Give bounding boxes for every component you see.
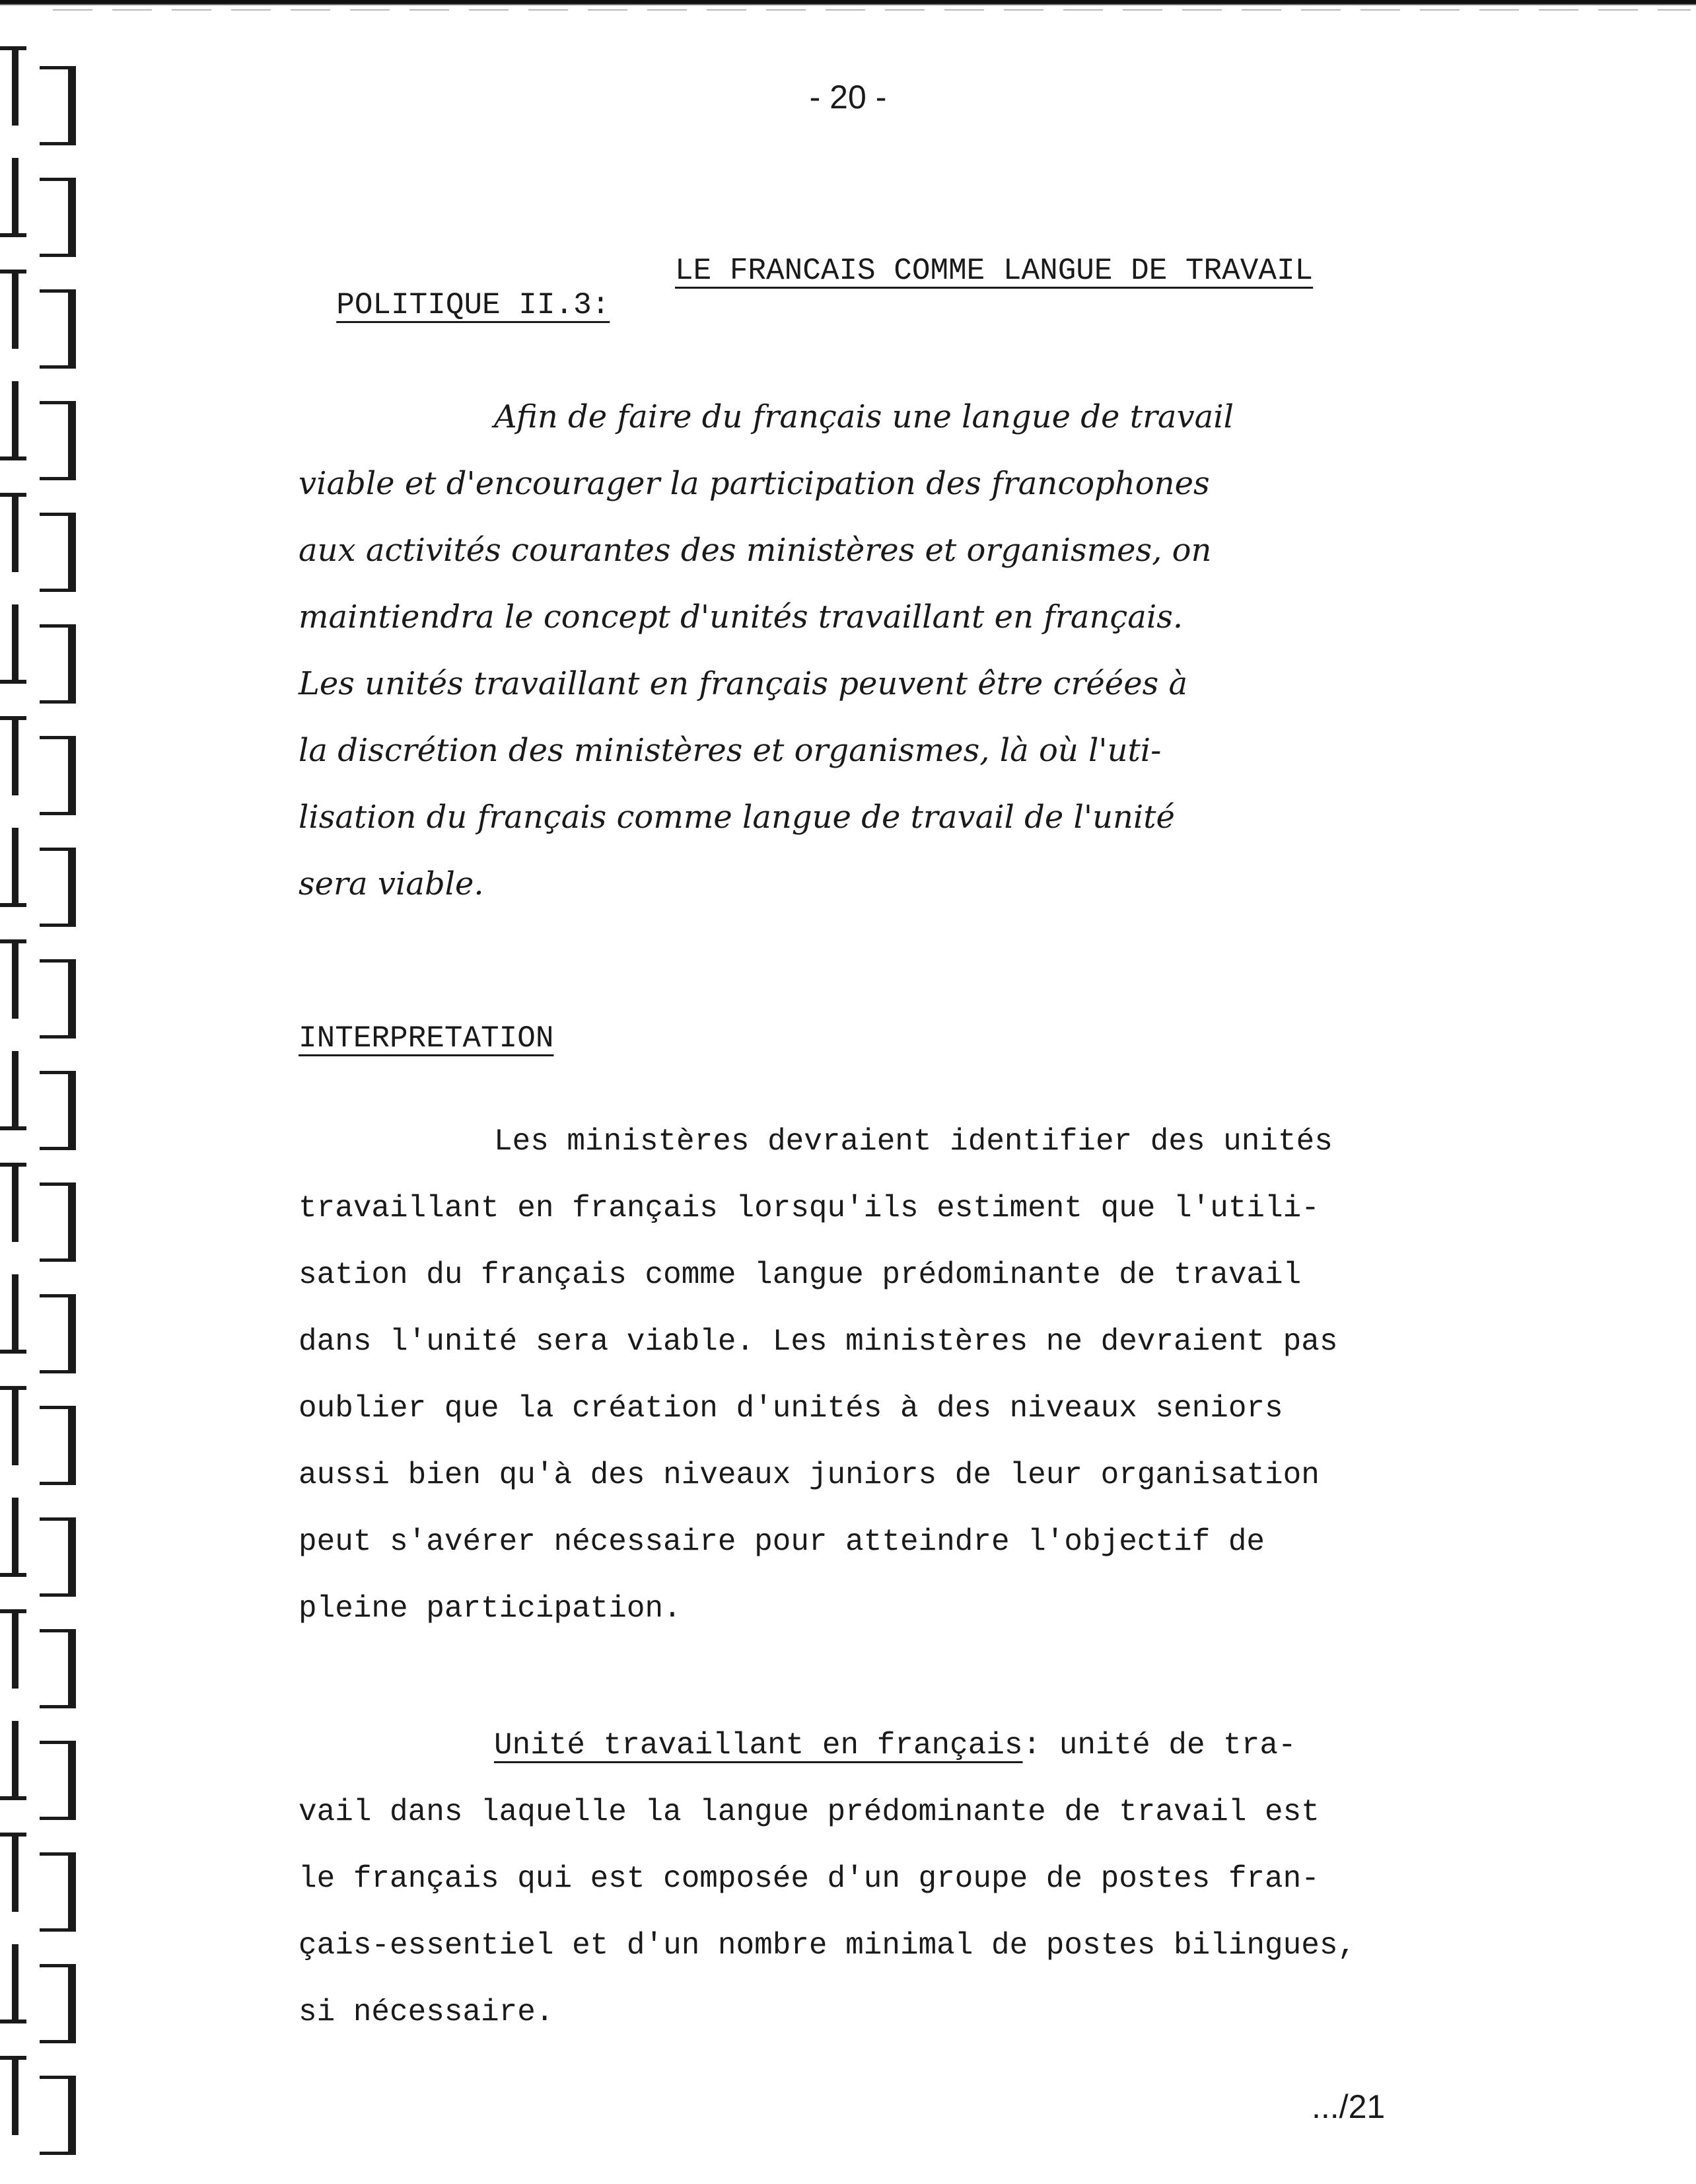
- binding-ring: [40, 959, 76, 1038]
- binding-ring: [40, 624, 76, 704]
- policy-line: la discrétion des ministères et organismes, là où l'uti-: [299, 732, 1162, 769]
- binding-ring: [40, 848, 76, 927]
- definition-term: Unité travaillant en français: [494, 1728, 1023, 1763]
- policy-line: maintiendra le concept d'unités travaillant en français.: [299, 599, 1184, 636]
- binding-ring: [40, 513, 76, 592]
- definition-line: si nécessaire.: [299, 1995, 554, 2029]
- definition-first-line-rest: : unité de tra-: [1022, 1728, 1296, 1763]
- binding-ring: [40, 1852, 76, 1932]
- binding-ring: [40, 1964, 76, 2043]
- binding-tick: [0, 456, 26, 460]
- binding-tick: [0, 1796, 26, 1800]
- interpretation-line: pleine participation.: [299, 1591, 682, 1626]
- definition-line: çais-essentiel et d'un nombre minimal de postes bilingues,: [299, 1928, 1357, 1963]
- interpretation-line: sation du français comme langue prédominante de travail: [299, 1258, 1302, 1292]
- binding-tick: [0, 716, 26, 720]
- binding-stem: [12, 1274, 18, 1354]
- binding-tick: [0, 903, 26, 907]
- binding-tick: [0, 493, 26, 497]
- interpretation-line: aussi bien qu'à des niveaux juniors de leur organisation: [299, 1458, 1320, 1492]
- policy-line: viable et d'encourager la participation des francophones: [299, 465, 1210, 502]
- binding-stem: [12, 716, 18, 795]
- binding-stem: [12, 158, 18, 237]
- binding-stem: [12, 1498, 18, 1577]
- binding-ring: [40, 1294, 76, 1373]
- policy-statement: [299, 384, 1487, 918]
- binding-stem: [12, 828, 18, 907]
- page-number: - 20 -: [809, 79, 887, 116]
- definition-line: le français qui est composée d'un groupe de postes fran-: [299, 1862, 1320, 1896]
- binding-tick: [0, 1386, 26, 1390]
- policy-heading: [300, 254, 1314, 357]
- interpretation-paragraph: [299, 1109, 1487, 1642]
- interpretation-line: Les ministères devraient identifier des unités: [494, 1124, 1333, 1159]
- binding-stem: [12, 1386, 18, 1465]
- interpretation-line: oublier que la création d'unités à des niveaux seniors: [299, 1391, 1283, 1426]
- next-page-marker: .../21: [1312, 2088, 1386, 2125]
- binding-ring: [40, 1629, 76, 1708]
- binding-tick: [0, 1163, 26, 1167]
- binding-ring: [40, 1183, 76, 1262]
- interpretation-line: peut s'avérer nécessaire pour atteindre l'objectif de: [299, 1525, 1265, 1559]
- binding-stem: [12, 1051, 18, 1130]
- binding-tick: [0, 233, 26, 237]
- binding-tick: [0, 1350, 26, 1354]
- policy-title: LE FRANCAIS COMME LANGUE DE TRAVAIL: [675, 254, 1314, 288]
- binding-ring: [40, 1071, 76, 1150]
- binding-tick: [0, 1573, 26, 1577]
- binding-tick: [0, 1126, 26, 1130]
- spiral-binding-strip: [0, 0, 92, 2184]
- binding-ring: [40, 178, 76, 257]
- binding-tick: [0, 939, 26, 943]
- binding-ring: [40, 1517, 76, 1597]
- definition-line: vail dans laquelle la langue prédominante de travail est: [299, 1795, 1320, 1829]
- definition-paragraph: [299, 1712, 1487, 2046]
- binding-stem: [12, 939, 18, 1019]
- definition-first-line: [299, 1712, 1487, 1779]
- binding-ring: [40, 1406, 76, 1485]
- policy-line: lisation du français comme langue de travail de l'unité: [299, 799, 1175, 836]
- binding-tick: [0, 2020, 26, 2023]
- binding-tick: [0, 270, 26, 273]
- binding-stem: [12, 381, 18, 460]
- binding-stem: [12, 604, 18, 684]
- binding-ring: [40, 289, 76, 369]
- top-edge-dashed-line: [53, 9, 1691, 11]
- binding-stem: [12, 1944, 18, 2023]
- binding-tick: [0, 1609, 26, 1613]
- policy-label: POLITIQUE II.3:: [336, 288, 610, 322]
- interpretation-heading: INTERPRETATION: [299, 1021, 554, 1056]
- binding-stem: [12, 1721, 18, 1800]
- binding-ring: [40, 1741, 76, 1820]
- binding-stem: [12, 1833, 18, 1912]
- binding-stem: [12, 493, 18, 572]
- binding-stem: [12, 2056, 18, 2135]
- binding-stem: [12, 1609, 18, 1689]
- interpretation-line: travaillant en français lorsqu'ils estiment que l'utili-: [299, 1191, 1320, 1225]
- policy-line: aux activités courantes des ministères et organismes, on: [299, 532, 1212, 569]
- binding-ring: [40, 2076, 76, 2155]
- top-edge-line: [0, 0, 1696, 7]
- binding-ring: [40, 401, 76, 480]
- policy-line: sera viable.: [299, 865, 484, 902]
- binding-tick: [0, 46, 26, 50]
- interpretation-line: dans l'unité sera viable. Les ministères ne devraient pas: [299, 1325, 1338, 1359]
- binding-stem: [12, 270, 18, 349]
- binding-ring: [40, 736, 76, 815]
- binding-tick: [0, 1833, 26, 1837]
- binding-tick: [0, 2056, 26, 2060]
- policy-line: Les unités travaillant en français peuvent être créées à: [299, 665, 1188, 702]
- binding-tick: [0, 680, 26, 684]
- policy-line: Afin de faire du français une langue de travail: [494, 398, 1234, 435]
- binding-stem: [12, 1163, 18, 1242]
